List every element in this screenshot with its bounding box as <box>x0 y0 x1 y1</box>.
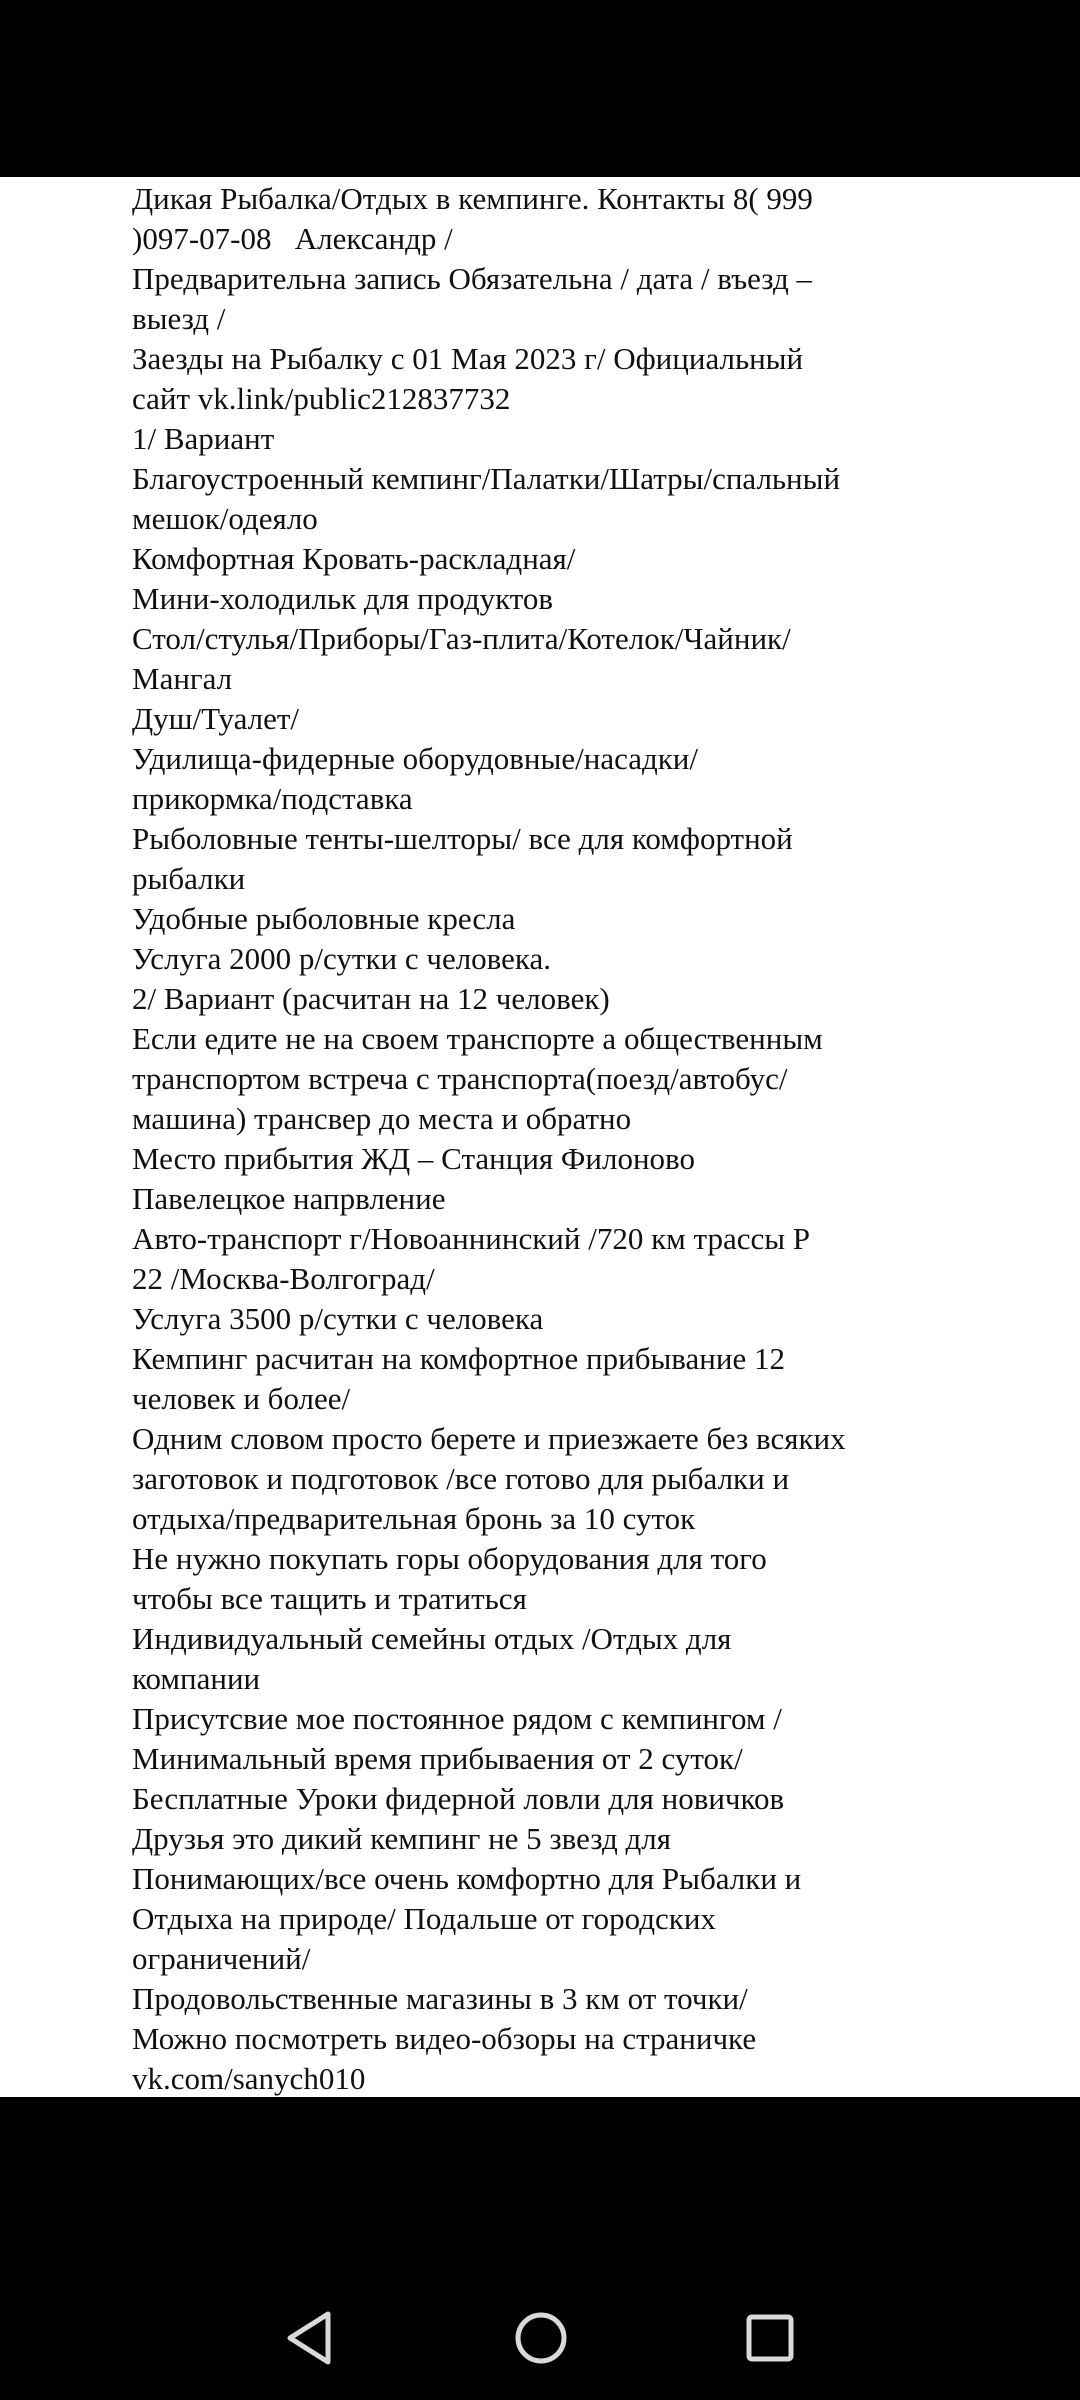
text-line: Если едите не на своем транспорте а общественным <box>132 1021 823 1056</box>
text-line: мешок/одеяло <box>132 501 318 536</box>
back-button[interactable] <box>262 2290 357 2385</box>
text-line: Павелецкое напрвление <box>132 1181 446 1216</box>
text-line: сайт vk.link/public212837732 <box>132 381 511 416</box>
text-line: компании <box>132 1661 261 1696</box>
text-line: прикормка/подставка <box>132 781 413 816</box>
text-line: Рыболовные тенты-шелторы/ все для комфортной <box>132 821 793 856</box>
text-line: Понимающих/все очень комфортно для Рыбалки и <box>132 1861 802 1896</box>
back-triangle-icon <box>284 2310 336 2366</box>
text-line: Друзья это дикий кемпинг не 5 звезд для <box>132 1821 671 1856</box>
text-line: 22 /Москва-Волгоград/ <box>132 1261 435 1296</box>
text-line: Благоустроенный кемпинг/Палатки/Шатры/спальный <box>132 461 841 496</box>
text-line: Душ/Туалет/ <box>132 701 300 736</box>
text-line: Предварительна запись Обязательна / дата / въезд – <box>132 261 813 296</box>
text-line: Присутсвие мое постоянное рядом с кемпингом / <box>132 1701 782 1736</box>
recents-button[interactable] <box>722 2290 817 2385</box>
top-black-bar <box>0 0 1080 177</box>
document-text <box>132 179 1062 2097</box>
text-line: ограничений/ <box>132 1941 311 1976</box>
text-line: Одним словом просто берете и приезжаете без всяких <box>132 1421 846 1456</box>
text-line: человек и более/ <box>132 1381 351 1416</box>
text-line: заготовок и подготовок /все готово для рыбалки и <box>132 1461 790 1496</box>
text-line: Кемпинг расчитан на комфортное прибывание 12 <box>132 1341 785 1376</box>
text-line: Услуга 3500 р/сутки с человека <box>132 1301 544 1336</box>
text-line: Можно посмотреть видео-обзоры на страничке <box>132 2021 757 2056</box>
text-line: )097-07-08 Александр / <box>132 221 453 256</box>
text-line: Авто-транспорт г/Новоаннинский /720 км трассы Р <box>132 1221 811 1256</box>
home-circle-icon <box>513 2310 569 2366</box>
text-line: Комфортная Кровать-раскладная/ <box>132 541 576 576</box>
text-line: Услуга 2000 р/сутки с человека. <box>132 941 551 976</box>
text-line: машина) трансвер до места и обратно <box>132 1101 632 1136</box>
recents-square-icon <box>744 2312 796 2364</box>
document-image <box>0 177 1080 2097</box>
text-line: 1/ Вариант <box>132 421 275 456</box>
text-line: Место прибытия ЖД – Станция Филоново <box>132 1141 695 1176</box>
text-line: транспортом встреча с транспорта(поезд/автобус/ <box>132 1061 788 1096</box>
text-line: Индивидуальный семейны отдых /Отдых для <box>132 1621 732 1656</box>
text-line: выезд / <box>132 301 226 336</box>
text-line: рыбалки <box>132 861 246 896</box>
text-line: vk.com/sanych010 <box>132 2061 366 2096</box>
text-line: Дикая Рыбалка/Отдых в кемпинге. Контакты 8( 999 <box>132 181 813 216</box>
text-line: Отдыха на природе/ Подальше от городских <box>132 1901 716 1936</box>
text-line: отдыха/предварительная бронь за 10 суток <box>132 1501 696 1536</box>
home-button[interactable] <box>493 2290 588 2385</box>
text-line: Стол/стулья/Приборы/Газ-плита/Котелок/Чайник/ <box>132 621 791 656</box>
text-line: Бесплатные Уроки фидерной ловли для новичков <box>132 1781 785 1816</box>
text-line: Не нужно покупать горы оборудования для того <box>132 1541 767 1576</box>
text-line: Удобные рыболовные кресла <box>132 901 516 936</box>
text-line: Продовольственные магазины в 3 км от точки/ <box>132 1981 748 2016</box>
text-line: Мангал <box>132 661 233 696</box>
navigation-bar <box>0 2290 1080 2385</box>
text-line: Удилища-фидерные оборудовные/насадки/ <box>132 741 699 776</box>
text-line: чтобы все тащить и тратиться <box>132 1581 527 1616</box>
text-line: Минимальный время прибываения от 2 суток/ <box>132 1741 743 1776</box>
text-line: Мини-холодильк для продуктов <box>132 581 554 616</box>
text-line: Заезды на Рыбалку с 01 Мая 2023 г/ Официальный <box>132 341 804 376</box>
text-line: 2/ Вариант (расчитан на 12 человек) <box>132 981 610 1016</box>
